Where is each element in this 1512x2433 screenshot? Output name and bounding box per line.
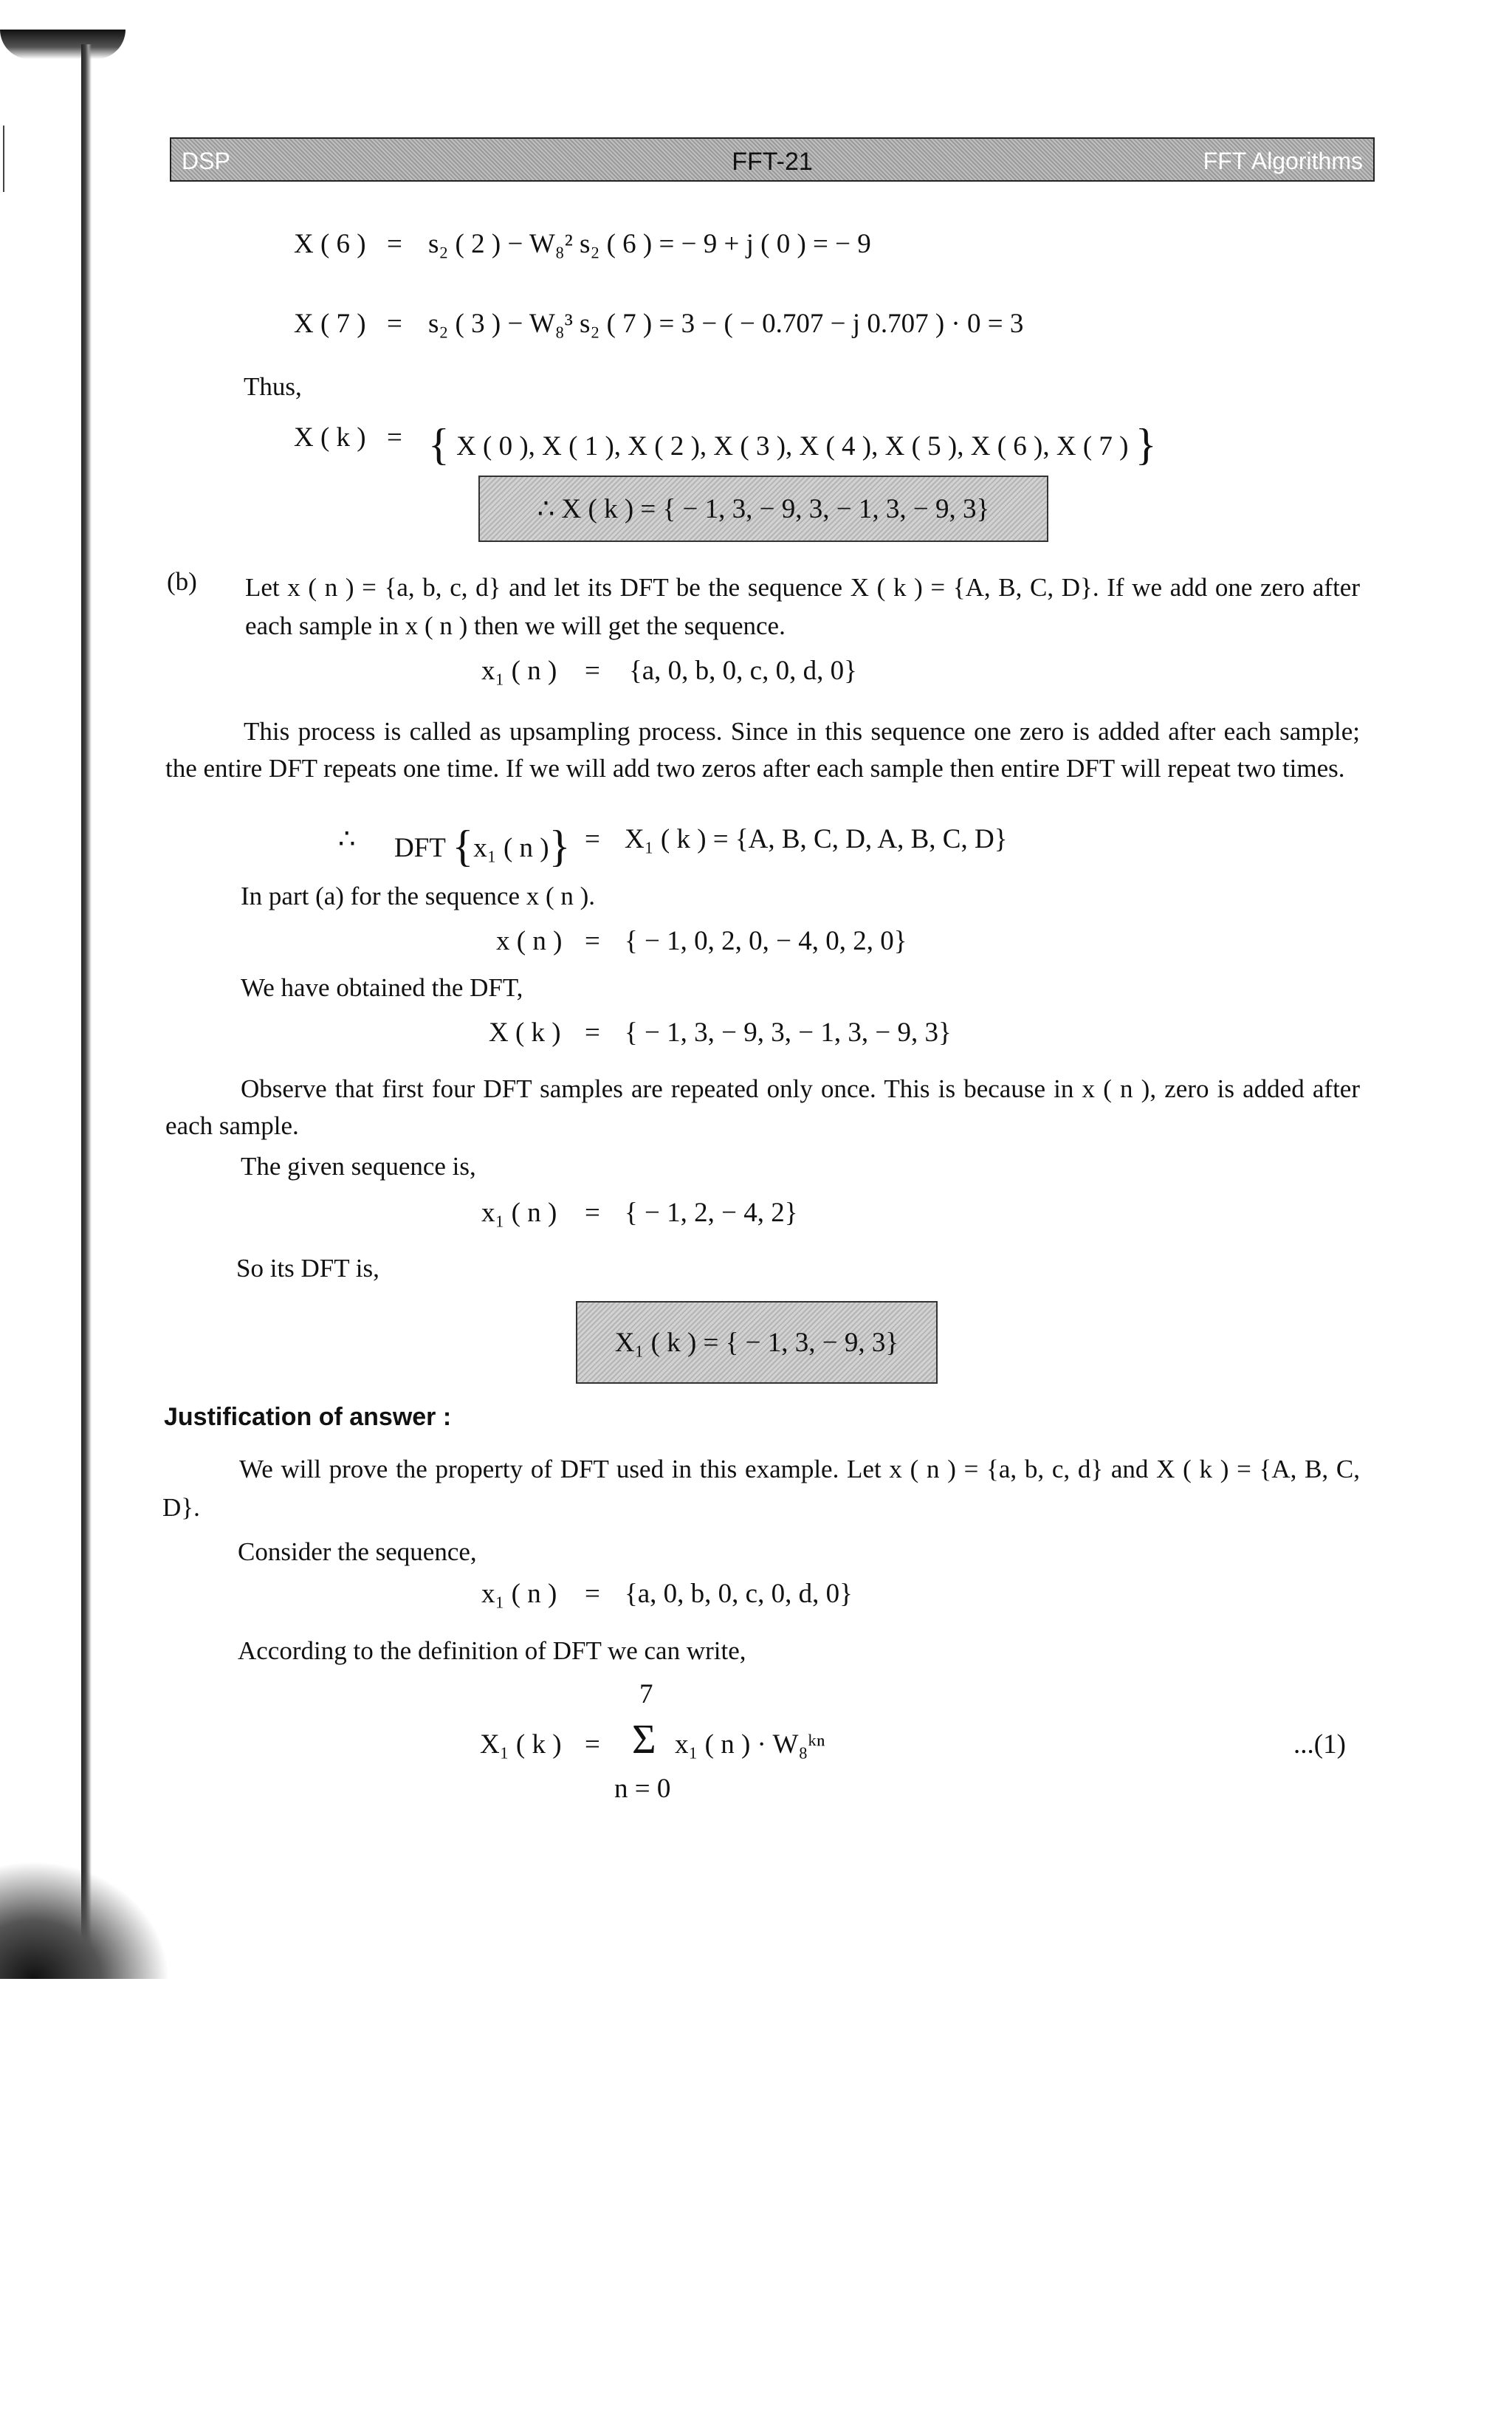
justification-heading: Justification of answer : (164, 1403, 452, 1431)
equation-x6-equals: = (387, 229, 402, 259)
equation-xk-set-rhs (428, 418, 1157, 469)
header-page-number: FFT-21 (732, 148, 813, 176)
equation-x1n-consider-lhs: x₁ ( n ) (481, 1579, 557, 1609)
equation-xk-equals: = (585, 1018, 600, 1048)
obtained-dft-line: We have obtained the DFT, (241, 973, 523, 1002)
right-brace: } (1135, 420, 1157, 469)
boxed-result-x1k (576, 1301, 938, 1384)
dft-argument: x₁ ( n ) (473, 833, 549, 863)
sum-term: x₁ ( n ) · W₈ᵏⁿ (675, 1729, 825, 1760)
equation-x1n-upsampled-equals: = (585, 656, 600, 686)
equation-dft-lhs (394, 820, 571, 871)
part-a-reference-line: In part (a) for the sequence x ( n ). (241, 882, 596, 910)
equation-dft-therefore: ∴ (338, 824, 356, 854)
left-brace: { (428, 420, 450, 469)
equation-xn-equals: = (585, 926, 600, 956)
equation-x1n-upsampled-rhs: {a, 0, b, 0, c, 0, d, 0} (629, 656, 857, 686)
equation-xn-lhs: x ( n ) (496, 926, 563, 956)
page-header (170, 137, 1375, 182)
boxed-result-xk-text: ∴ X ( k ) = { − 1, 3, − 9, 3, − 1, 3, − 9, 3} (537, 493, 990, 524)
justification-paragraph: We will prove the property of DFT used in this example. Let x ( n ) = {a, b, c, d} and X ( k ) = {A, B, C, D}. (162, 1455, 1360, 1522)
equation-x1n-consider-equals: = (585, 1579, 600, 1609)
part-b-paragraph: Let x ( n ) = {a, b, c, d} and let its DFT be the sequence X ( k ) = {A, B, C, D}. If we add one zero after each sample in x ( n ) then we will get the sequence. (245, 573, 1360, 640)
binding-shadow-top (0, 30, 126, 59)
binding-shadow-bottom (0, 1861, 170, 1979)
equation-x1n-given-equals: = (585, 1198, 600, 1228)
binding-edge (81, 44, 92, 1972)
equation-x1n-given-lhs: x₁ ( n ) (481, 1198, 557, 1228)
equation-x7-equals: = (387, 309, 402, 339)
equation-xk-set-terms: X ( 0 ), X ( 1 ), X ( 2 ), X ( 3 ), X ( 4 ), X ( 5 ), X ( 6 ), X ( 7 ) (456, 431, 1129, 461)
equation-xk-rhs: { − 1, 3, − 9, 3, − 1, 3, − 9, 3} (625, 1018, 952, 1048)
observe-paragraph: Observe that first four DFT samples are repeated only once. This is because in x ( n ), zero is added after each sample. (165, 1074, 1360, 1140)
equation-xk-set-equals: = (387, 422, 402, 453)
summation-sign: Σ (632, 1717, 656, 1763)
equation-x7-rhs: s₂ ( 3 ) − W₈³ s₂ ( 7 ) = 3 − ( − 0.707 − j 0.707 ) · 0 = 3 (428, 309, 1024, 339)
equation-xn-rhs: { − 1, 0, 2, 0, − 4, 0, 2, 0} (625, 926, 907, 956)
margin-mark (3, 126, 4, 192)
consider-sequence-line: Consider the sequence, (238, 1537, 477, 1566)
header-right: FFT Algorithms (1203, 148, 1363, 174)
equation-dft-equals: = (585, 824, 600, 854)
thus-label: Thus, (244, 372, 302, 401)
header-left: DSP (182, 148, 230, 174)
equation-x1n-upsampled-lhs: x₁ ( n ) (481, 656, 557, 686)
equation-sum-lhs: X₁ ( k ) (480, 1729, 562, 1760)
part-b-label: (b) (167, 567, 197, 596)
equation-xk-lhs: X ( k ) (489, 1018, 561, 1048)
right-brace: } (549, 822, 571, 871)
given-sequence-line: The given sequence is, (241, 1152, 476, 1181)
boxed-result-xk (478, 476, 1048, 542)
boxed-result-x1k-text: X₁ ( k ) = { − 1, 3, − 9, 3} (614, 1327, 899, 1358)
equation-xk-set-lhs: X ( k ) (294, 422, 366, 453)
left-brace: { (452, 822, 474, 871)
dft-operator: DFT (394, 833, 446, 863)
sum-upper-limit: 7 (639, 1679, 653, 1709)
sum-lower-limit: n = 0 (614, 1774, 671, 1804)
equation-x6-lhs: X ( 6 ) (294, 229, 366, 259)
equation-x1n-given-rhs: { − 1, 2, − 4, 2} (625, 1198, 798, 1228)
equation-x7-lhs: X ( 7 ) (294, 309, 366, 339)
equation-number: ...(1) (1293, 1729, 1346, 1760)
upsampling-paragraph: This process is called as upsampling process. Since in this sequence one zero is added after each sample; the entire DFT repeats one time. If we will add two zeros after each sample then entire DFT will repeat two times. (165, 717, 1360, 783)
so-its-dft-line: So its DFT is, (236, 1254, 379, 1283)
equation-x1n-consider-rhs: {a, 0, b, 0, c, 0, d, 0} (625, 1579, 853, 1609)
equation-x6-rhs: s₂ ( 2 ) − W₈² s₂ ( 6 ) = − 9 + j ( 0 ) = − 9 (428, 229, 871, 259)
equation-sum-equals: = (585, 1729, 600, 1760)
equation-dft-rhs: X₁ ( k ) = {A, B, C, D, A, B, C, D} (625, 824, 1008, 854)
definition-line: According to the definition of DFT we can write, (238, 1636, 746, 1665)
